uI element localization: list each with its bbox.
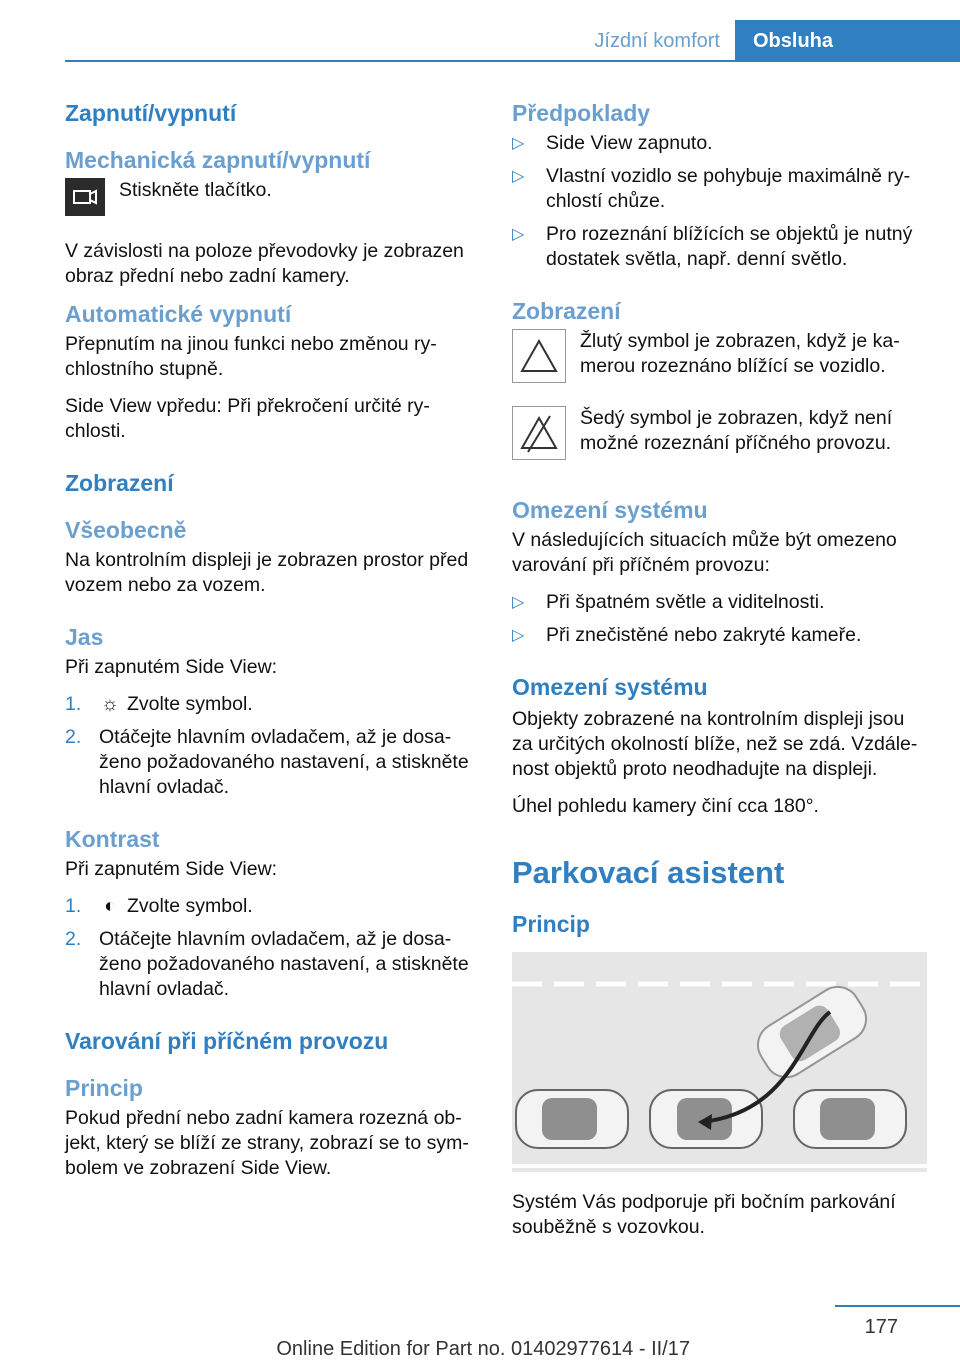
heading-prerequisites: Předpoklady xyxy=(512,100,651,126)
parked-car-right-icon xyxy=(794,1090,906,1148)
list-item: ▷ Side View zapnuto. xyxy=(512,132,713,154)
list-item: ▷ Vlastní vozidlo se pohybuje maximálně ry-chlostí chůze. xyxy=(512,165,911,212)
heading-cross-traffic: Varování při příčném provozu xyxy=(65,1028,389,1054)
heading-limits-2: Omezení systému xyxy=(512,674,708,700)
footer-rule xyxy=(835,1305,960,1307)
auto-off-text-1: Přepnutím na jinou funkci nebo změnou ry-chlostního stupně. xyxy=(65,333,437,380)
limits-1-intro: V následujících situacích může být omezeno varování při příčném provozu: xyxy=(512,529,897,576)
edition-text: Online Edition for Part no. 01402977614 - II/17 xyxy=(276,1338,690,1360)
heading-on-off: Zapnutí/vypnutí xyxy=(65,100,237,126)
page-number: 177 xyxy=(864,1316,898,1338)
yellow-symbol-row xyxy=(512,329,927,388)
sun-icon: ☼ xyxy=(101,693,119,715)
principle-text: Pokud přední nebo zadní kamera rozezná ob-jekt, který se blíží ze strany, zobrazí se to sym-bolem ve zobrazení Side View. xyxy=(65,1107,469,1179)
yellow-symbol-text: Žlutý symbol je zobrazen, když je ka-merou rozeznáno blížící se vozidlo. xyxy=(580,330,900,377)
list-item: ▷ Pro rozeznání blížících se objektů je nutný dostatek světla, např. denní světlo. xyxy=(512,223,913,270)
left-column xyxy=(65,100,480,1193)
warning-triangle-icon xyxy=(512,329,566,388)
parking-illustration xyxy=(512,952,927,1172)
list-item: 1. ◐ Zvolte symbol. xyxy=(65,895,253,917)
camera-angle-text: Úhel pohledu kamery činí cca 180°. xyxy=(512,795,819,817)
limits-list xyxy=(512,590,927,648)
grey-symbol-text: Šedý symbol je zobrazen, když není možné rozeznání příčného provozu. xyxy=(580,407,893,454)
heading-principle-right: Princip xyxy=(512,911,590,937)
gear-text: V závislosti na poloze převodovky je zobrazen obraz přední nebo zadní kamery. xyxy=(65,240,464,287)
heading-limits-1: Omezení systému xyxy=(512,497,708,523)
heading-principle: Princip xyxy=(65,1075,143,1101)
parked-car-left-icon xyxy=(516,1090,628,1148)
heading-display: Zobrazení xyxy=(65,470,174,496)
heading-mechanical: Mechanická zapnutí/vypnutí xyxy=(65,147,371,173)
heading-display-right: Zobrazení xyxy=(512,298,621,324)
right-column xyxy=(512,100,927,1252)
triangle-bullet-icon: ▷ xyxy=(512,135,525,152)
contrast-steps xyxy=(65,894,480,1002)
mech-text: Stiskněte tlačítko. xyxy=(119,179,272,201)
triangle-bullet-icon: ▷ xyxy=(512,226,525,243)
section-tab[interactable]: Jízdní komfort xyxy=(594,30,720,52)
heading-general: Všeobecně xyxy=(65,517,187,543)
prerequisites-list xyxy=(512,131,927,272)
camera-button-icon xyxy=(65,178,105,221)
list-item: 2. Otáčejte hlavním ovladačem, až je dosa-ženo požadovaného nastavení, a stiskněte hlavní ovladač. xyxy=(65,928,469,1000)
parking-text: Systém Vás podporuje při bočním parkování souběžně s vozovkou. xyxy=(512,1191,896,1238)
heading-brightness: Jas xyxy=(65,624,104,650)
heading-contrast: Kontrast xyxy=(65,826,160,852)
warning-triangle-crossed-icon xyxy=(512,406,566,465)
heading-parking-assistant: Parkovací asistent xyxy=(512,855,785,890)
limits-2-text: Objekty zobrazené na kontrolním displeji jsou za určitých okolností blíže, než se zdá. Vzdále-nost objektů proto neodhadujte na displeji. xyxy=(512,708,918,780)
mech-button-row xyxy=(65,178,480,221)
list-item: ▷ Při znečistěné nebo zakryté kameře. xyxy=(512,624,862,646)
brightness-steps xyxy=(65,692,480,800)
list-item: 2. Otáčejte hlavním ovladačem, až je dosa-ženo požadovaného nastavení, a stiskněte hlavní ovladač. xyxy=(65,726,469,798)
triangle-bullet-icon: ▷ xyxy=(512,627,525,644)
contrast-intro: Při zapnutém Side View: xyxy=(65,858,278,880)
heading-auto-off: Automatické vypnutí xyxy=(65,301,292,327)
triangle-bullet-icon: ▷ xyxy=(512,168,525,185)
list-item: 1. ☼ Zvolte symbol. xyxy=(65,693,253,715)
triangle-bullet-icon: ▷ xyxy=(512,594,525,611)
chapter-tab[interactable]: Obsluha xyxy=(735,20,960,62)
grey-symbol-row xyxy=(512,406,927,465)
brightness-intro: Při zapnutém Side View: xyxy=(65,656,278,678)
general-text: Na kontrolním displeji je zobrazen prostor před vozem nebo za vozem. xyxy=(65,549,469,596)
list-item: ▷ Při špatném světle a viditelnosti. xyxy=(512,591,825,613)
auto-off-text-2: Side View vpředu: Při překročení určité ry-chlosti. xyxy=(65,395,430,442)
contrast-icon: ◐ xyxy=(104,895,116,917)
